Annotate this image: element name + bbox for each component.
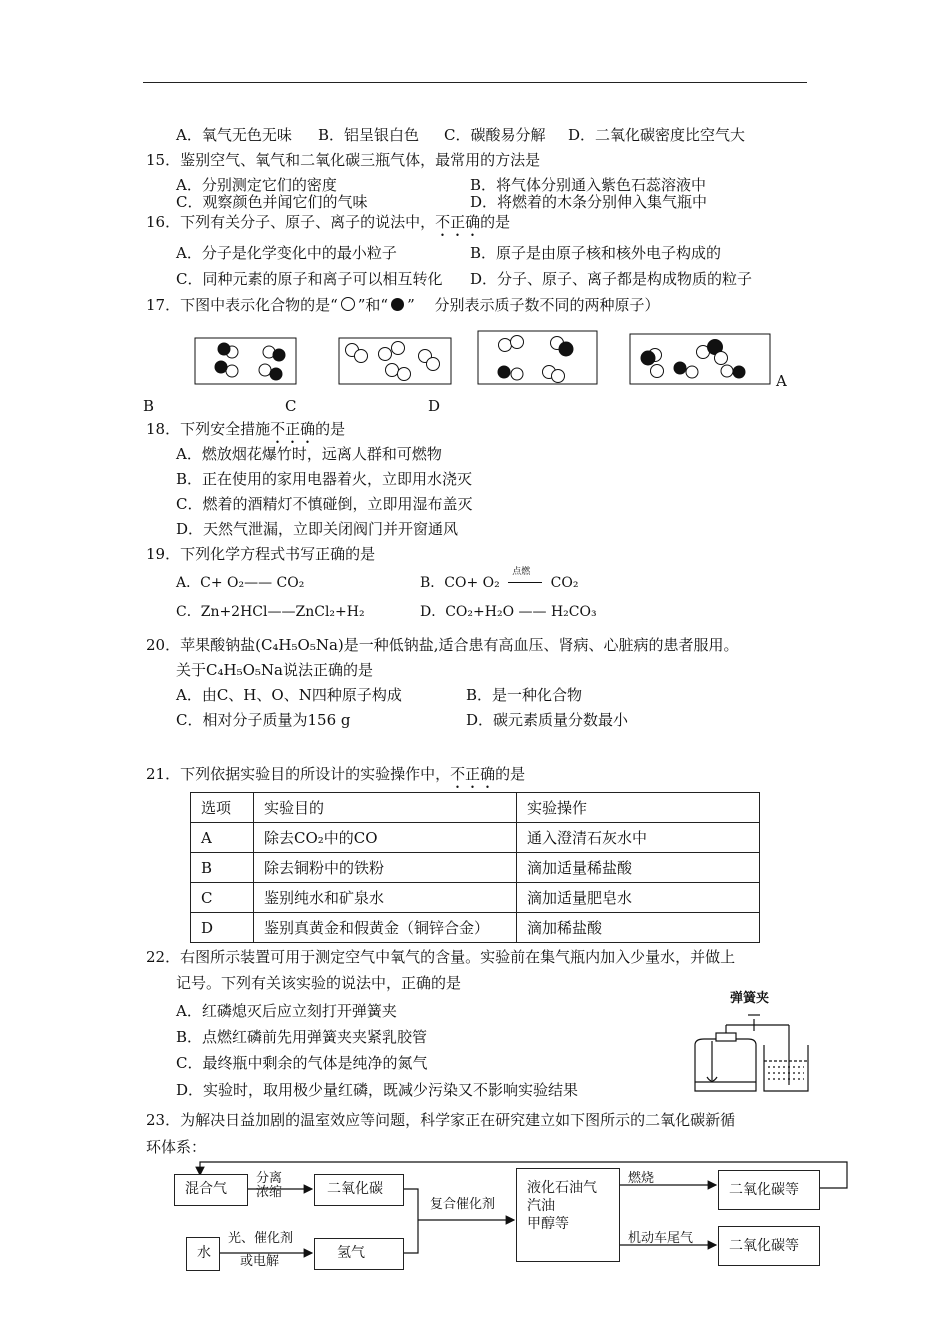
- q14-option-b: B．铝呈银白色: [318, 126, 420, 144]
- flow-box-fuels: 液化石油气 汽油 甲醇等: [516, 1168, 620, 1262]
- arrow-label-burn: 燃烧: [628, 1171, 655, 1186]
- header-cell: 实验目的: [254, 793, 517, 823]
- q16-option-c: C．同种元素的原子和离子可以相互转化: [176, 270, 443, 288]
- flow-box-co2-out-1: 二氧化碳等: [718, 1170, 820, 1210]
- flow-box-mixed-gas: 混合气: [174, 1174, 248, 1206]
- q17-label-c: C: [285, 397, 297, 415]
- spring-clip-label: 弹簧夹: [730, 991, 770, 1006]
- q17-label-a: A: [776, 372, 787, 390]
- q18-stem: 18．下列安全措施不正确的是: [146, 420, 346, 438]
- table-row: [191, 853, 760, 883]
- q15-option-d: D．将燃着的木条分别伸入集气瓶中: [470, 193, 708, 211]
- flow-box-hydrogen: 氢气: [314, 1238, 404, 1270]
- table-cell: 鉴别真黄金和假黄金（铜锌合金）: [254, 913, 517, 943]
- table-cell: 鉴别纯水和矿泉水: [254, 883, 517, 913]
- q20-stem-line1: 20．苹果酸钠盐(C₄H₅O₅Na)是一种低钠盐,适合患有高血压、肾病、心脏病的患者服用。: [146, 636, 739, 654]
- table-cell: A: [191, 823, 254, 853]
- header-cell: 选项: [191, 793, 254, 823]
- q17-stem: 17．下图中表示化合物的是“ ”和“ ” 分别表示质子数不同的两种原子）: [146, 296, 660, 314]
- q15-stem: 15．鉴别空气、氧气和二氧化碳三瓶气体，最常用的方法是: [146, 151, 541, 169]
- q22-stem-line1: 22．右图所示装置可用于测定空气中氧气的含量。实验前在集气瓶内加入少量水，并做上: [146, 948, 736, 966]
- q19-option-d: D．CO₂+H₂O —— H₂CO₃: [420, 604, 597, 620]
- q18-option-b: B．正在使用的家用电器着火，立即用水浇灭: [176, 470, 473, 488]
- table-cell: 除去铜粉中的铁粉: [254, 853, 517, 883]
- table-cell: 滴加适量稀盐酸: [517, 853, 760, 883]
- q18-option-d: D．天然气泄漏，立即关闭阀门并开窗通风: [176, 520, 459, 538]
- q20-stem-line2: 关于C₄H₅O₅Na说法正确的是: [176, 661, 373, 679]
- q15-option-c: C．观察颜色并闻它们的气味: [176, 193, 368, 211]
- q14-option-c: C．碳酸易分解: [444, 126, 546, 144]
- molecule-box-3: [478, 331, 597, 384]
- q20-option-b: B．是一种化合物: [466, 686, 583, 704]
- table-row: [191, 823, 760, 853]
- q16-stem: 16．下列有关分子、原子、离子的说法中，不正确的是: [146, 213, 511, 231]
- q23-stem-line1: 23．为解决日益加剧的温室效应等问题，科学家正在研究建立如下图所示的二氧化碳新循: [146, 1111, 736, 1129]
- q19-option-a: A．C+ O₂—— CO₂: [176, 575, 305, 591]
- q22-stem-line2: 记号。下列有关该实验的说法中，正确的是: [176, 974, 462, 992]
- arrow-label-separate: 分离: [256, 1171, 283, 1186]
- flow-box-co2-out-2: 二氧化碳等: [718, 1226, 820, 1266]
- q15-option-a: A．分别测定它们的密度: [176, 176, 337, 194]
- q22-option-a: A．红磷熄灭后应立刻打开弹簧夹: [176, 1002, 397, 1020]
- flow-box-co2: 二氧化碳: [314, 1174, 404, 1206]
- table-cell: 滴加稀盐酸: [517, 913, 760, 943]
- flow-box-water: 水: [186, 1237, 220, 1271]
- table-header-row: [191, 793, 760, 823]
- q14-option-d: D．二氧化碳密度比空气大: [568, 126, 746, 144]
- q20-option-d: D．碳元素质量分数最小: [466, 711, 629, 729]
- q19-stem: 19．下列化学方程式书写正确的是: [146, 545, 376, 563]
- oxygen-apparatus-diagram: [690, 1005, 820, 1095]
- q17-label-d: D: [428, 397, 441, 415]
- q18-option-c: C．燃着的酒精灯不慎碰倒，立即用湿布盖灭: [176, 495, 473, 513]
- reaction-condition: 点燃: [512, 567, 531, 577]
- arrow-label-concentrate: 浓缩: [256, 1185, 283, 1200]
- q16-option-d: D．分子、原子、离子都是构成物质的粒子: [470, 270, 753, 288]
- q17-molecule-diagrams: [0, 0, 950, 420]
- q20-option-c: C．相对分子质量为156 g: [176, 711, 351, 729]
- table-row: [191, 913, 760, 943]
- q22-option-b: B．点燃红磷前先用弹簧夹夹紧乳胶管: [176, 1028, 428, 1046]
- table-cell: 滴加适量肥皂水: [517, 883, 760, 913]
- q21-stem: 21．下列依据实验目的所设计的实验操作中，不正确的是: [146, 765, 526, 783]
- q16-option-a: A．分子是化学变化中的最小粒子: [176, 244, 397, 262]
- table-cell: 除去CO₂中的CO: [254, 823, 517, 853]
- arrow-label-exhaust: 机动车尾气: [628, 1231, 694, 1246]
- arrow-label-catalyst: 复合催化剂: [430, 1197, 496, 1212]
- table-cell: B: [191, 853, 254, 883]
- header-cell: 实验操作: [517, 793, 760, 823]
- table-cell: 通入澄清石灰水中: [517, 823, 760, 853]
- q19-option-b: B．CO+ O₂ 点燃 CO₂: [420, 567, 579, 591]
- q16-option-b: B．原子是由原子核和核外电子构成的: [470, 244, 722, 262]
- q22-option-c: C．最终瓶中剩余的气体是纯净的氮气: [176, 1054, 428, 1072]
- q14-option-a: A．氧气无色无味: [176, 126, 292, 144]
- q18-option-a: A．燃放烟花爆竹时，远离人群和可燃物: [176, 445, 442, 463]
- arrow-label-electrolysis: 或电解: [240, 1254, 280, 1269]
- q19-option-c: C．Zn+2HCl——ZnCl₂+H₂: [176, 604, 365, 620]
- q20-option-a: A．由C、H、O、N四种原子构成: [176, 686, 402, 704]
- q22-option-d: D．实验时，取用极少量红磷，既减少污染又不影响实验结果: [176, 1081, 579, 1099]
- table-row: [191, 883, 760, 913]
- arrow-label-light-catalyst: 光、催化剂: [228, 1231, 294, 1246]
- table-cell: C: [191, 883, 254, 913]
- table-cell: D: [191, 913, 254, 943]
- q21-table: [190, 792, 760, 943]
- q23-stem-line2: 环体系：: [146, 1138, 207, 1156]
- q17-label-b: B: [143, 397, 155, 415]
- q15-option-b: B．将气体分别通入紫色石蕊溶液中: [470, 176, 707, 194]
